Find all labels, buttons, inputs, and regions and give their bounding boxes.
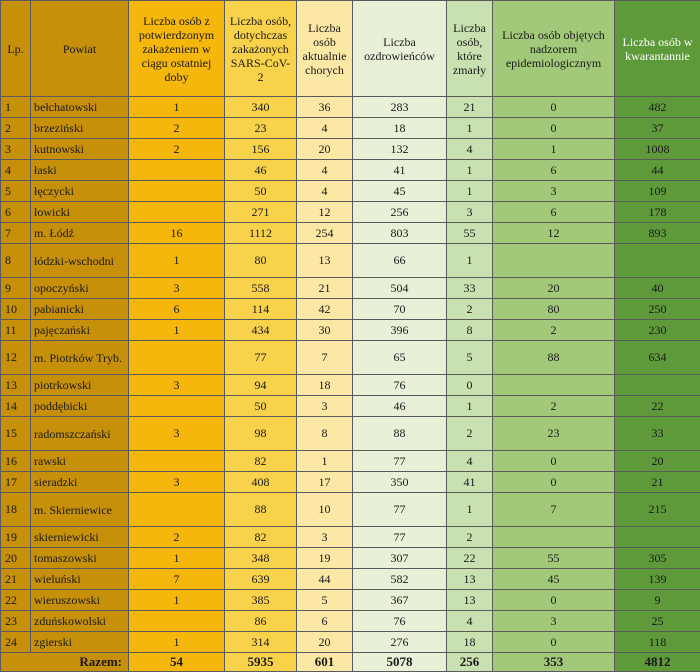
header-total-cases: Liczba osób, dotychczas zakażonych SARS-CoV-2 (225, 1, 297, 97)
cell-active: 5 (297, 590, 353, 611)
totals-deaths: 256 (447, 653, 493, 672)
cell-supervision: 0 (493, 118, 615, 139)
cell-new-cases: 1 (129, 632, 225, 653)
table-row (1, 299, 700, 320)
cell-deaths: 0 (447, 375, 493, 396)
cell-powiat: skierniewicki (31, 527, 129, 548)
cell-quarantine: 20 (615, 451, 700, 472)
cell-supervision: 0 (493, 451, 615, 472)
cell-recovered: 367 (353, 590, 447, 611)
table-row (1, 417, 700, 451)
cell-recovered: 582 (353, 569, 447, 590)
cell-deaths: 8 (447, 320, 493, 341)
cell-supervision: 0 (493, 97, 615, 118)
cell-powiat: poddębicki (31, 396, 129, 417)
cell-powiat: sieradzki (31, 472, 129, 493)
cell-deaths: 4 (447, 611, 493, 632)
cell-quarantine: 40 (615, 278, 700, 299)
cell-powiat: łódzki-wschodni (31, 244, 129, 278)
cell-lp: 4 (1, 160, 31, 181)
cell-deaths: 4 (447, 139, 493, 160)
header-deaths: Liczba osób, które zmarły (447, 1, 493, 97)
cell-recovered: 132 (353, 139, 447, 160)
table-row (1, 451, 700, 472)
cell-new-cases: 2 (129, 139, 225, 160)
cell-lp: 11 (1, 320, 31, 341)
cell-recovered: 396 (353, 320, 447, 341)
cell-quarantine (615, 244, 700, 278)
cell-recovered: 65 (353, 341, 447, 375)
cell-lp: 19 (1, 527, 31, 548)
cell-quarantine: 109 (615, 181, 700, 202)
totals-active: 601 (297, 653, 353, 672)
cell-supervision: 55 (493, 548, 615, 569)
cell-lp: 18 (1, 493, 31, 527)
header-quarantine: Liczba osób w kwarantannie (615, 1, 700, 97)
cell-deaths: 55 (447, 223, 493, 244)
header-active: Liczba osób aktualnie chorych (297, 1, 353, 97)
cell-quarantine: 215 (615, 493, 700, 527)
table-row (1, 118, 700, 139)
cell-new-cases: 1 (129, 244, 225, 278)
cell-lp: 12 (1, 341, 31, 375)
cell-active: 12 (297, 202, 353, 223)
cell-active: 3 (297, 527, 353, 548)
cell-deaths: 41 (447, 472, 493, 493)
header-new-cases: Liczba osób z potwierdzonym zakażeniem w ciągu ostatniej doby (129, 1, 225, 97)
cell-new-cases (129, 160, 225, 181)
cell-active: 6 (297, 611, 353, 632)
cell-quarantine: 44 (615, 160, 700, 181)
table-row (1, 396, 700, 417)
cell-recovered: 41 (353, 160, 447, 181)
cell-deaths: 33 (447, 278, 493, 299)
cell-new-cases (129, 341, 225, 375)
cell-active: 8 (297, 417, 353, 451)
table-row (1, 181, 700, 202)
cell-lp: 8 (1, 244, 31, 278)
cell-recovered: 276 (353, 632, 447, 653)
cell-deaths: 2 (447, 417, 493, 451)
cell-active: 10 (297, 493, 353, 527)
cell-lp: 17 (1, 472, 31, 493)
cell-active: 21 (297, 278, 353, 299)
header-supervision: Liczba osób objętych nadzorem epidemiologicznym (493, 1, 615, 97)
cell-active: 13 (297, 244, 353, 278)
table-row (1, 202, 700, 223)
cell-lp: 13 (1, 375, 31, 396)
cell-recovered: 350 (353, 472, 447, 493)
cell-total-cases: 23 (225, 118, 297, 139)
cell-supervision: 3 (493, 611, 615, 632)
table-row (1, 160, 700, 181)
header-recovered: Liczba ozdrowieńców (353, 1, 447, 97)
cell-new-cases (129, 181, 225, 202)
table-body (1, 97, 700, 653)
cell-supervision (493, 375, 615, 396)
cell-recovered: 45 (353, 181, 447, 202)
cell-recovered: 77 (353, 527, 447, 548)
cell-lp: 22 (1, 590, 31, 611)
table-footer (1, 653, 700, 672)
totals-label: Razem: (1, 653, 129, 672)
cell-deaths: 1 (447, 160, 493, 181)
cell-recovered: 76 (353, 611, 447, 632)
cell-deaths: 13 (447, 569, 493, 590)
header-lp: Lp. (1, 1, 31, 97)
cell-lp: 1 (1, 97, 31, 118)
cell-quarantine: 178 (615, 202, 700, 223)
table-row (1, 223, 700, 244)
cell-lp: 15 (1, 417, 31, 451)
cell-powiat: piotrkowski (31, 375, 129, 396)
cell-recovered: 256 (353, 202, 447, 223)
cell-supervision: 6 (493, 202, 615, 223)
cell-active: 36 (297, 97, 353, 118)
cell-lp: 7 (1, 223, 31, 244)
cell-lp: 5 (1, 181, 31, 202)
cell-new-cases (129, 396, 225, 417)
table-row (1, 97, 700, 118)
cell-quarantine: 230 (615, 320, 700, 341)
cell-quarantine: 118 (615, 632, 700, 653)
cell-powiat: brzeziński (31, 118, 129, 139)
totals-row (1, 653, 700, 672)
table-row (1, 493, 700, 527)
cell-total-cases: 46 (225, 160, 297, 181)
cell-recovered: 77 (353, 451, 447, 472)
cell-supervision: 80 (493, 299, 615, 320)
cell-quarantine: 305 (615, 548, 700, 569)
cell-supervision: 12 (493, 223, 615, 244)
cell-lp: 14 (1, 396, 31, 417)
cell-deaths: 1 (447, 181, 493, 202)
cell-powiat: kutnowski (31, 139, 129, 160)
cell-powiat: łaski (31, 160, 129, 181)
cell-recovered: 70 (353, 299, 447, 320)
cell-new-cases: 16 (129, 223, 225, 244)
cell-supervision: 45 (493, 569, 615, 590)
cell-deaths: 13 (447, 590, 493, 611)
cell-powiat: opoczyński (31, 278, 129, 299)
cell-quarantine: 21 (615, 472, 700, 493)
cell-supervision: 0 (493, 632, 615, 653)
cell-deaths: 4 (447, 451, 493, 472)
cell-deaths: 21 (447, 97, 493, 118)
cell-supervision: 0 (493, 472, 615, 493)
cell-supervision (493, 244, 615, 278)
cell-supervision: 1 (493, 139, 615, 160)
cell-total-cases: 77 (225, 341, 297, 375)
cell-supervision: 2 (493, 320, 615, 341)
cell-recovered: 307 (353, 548, 447, 569)
cell-powiat: zduńskowolski (31, 611, 129, 632)
cell-active: 20 (297, 632, 353, 653)
cell-supervision: 88 (493, 341, 615, 375)
cell-total-cases: 114 (225, 299, 297, 320)
cell-supervision (493, 527, 615, 548)
cell-new-cases: 2 (129, 118, 225, 139)
cell-total-cases: 88 (225, 493, 297, 527)
cell-lp: 6 (1, 202, 31, 223)
cell-quarantine: 22 (615, 396, 700, 417)
cell-active: 30 (297, 320, 353, 341)
cell-active: 20 (297, 139, 353, 160)
cell-new-cases: 3 (129, 417, 225, 451)
cell-deaths: 1 (447, 396, 493, 417)
cell-powiat: tomaszowski (31, 548, 129, 569)
cell-total-cases: 86 (225, 611, 297, 632)
totals-supervision: 353 (493, 653, 615, 672)
totals-total: 5935 (225, 653, 297, 672)
cell-supervision: 20 (493, 278, 615, 299)
table-row (1, 590, 700, 611)
cell-quarantine: 9 (615, 590, 700, 611)
table-row (1, 375, 700, 396)
cell-quarantine: 33 (615, 417, 700, 451)
cell-deaths: 5 (447, 341, 493, 375)
table-row (1, 611, 700, 632)
cell-recovered: 18 (353, 118, 447, 139)
cell-powiat: radomszczański (31, 417, 129, 451)
totals-recovered: 5078 (353, 653, 447, 672)
cell-new-cases: 1 (129, 320, 225, 341)
cell-quarantine: 250 (615, 299, 700, 320)
cell-supervision: 7 (493, 493, 615, 527)
cell-total-cases: 82 (225, 451, 297, 472)
cell-total-cases: 50 (225, 181, 297, 202)
cell-quarantine (615, 527, 700, 548)
cell-total-cases: 558 (225, 278, 297, 299)
cell-powiat: rawski (31, 451, 129, 472)
cell-lp: 3 (1, 139, 31, 160)
cell-active: 254 (297, 223, 353, 244)
cell-quarantine: 482 (615, 97, 700, 118)
cell-quarantine: 893 (615, 223, 700, 244)
cell-supervision: 3 (493, 181, 615, 202)
cell-deaths: 2 (447, 527, 493, 548)
table-row (1, 527, 700, 548)
cell-new-cases (129, 202, 225, 223)
table-row (1, 472, 700, 493)
cell-new-cases (129, 451, 225, 472)
table-row (1, 244, 700, 278)
cell-recovered: 77 (353, 493, 447, 527)
cell-new-cases: 3 (129, 472, 225, 493)
cell-supervision: 2 (493, 396, 615, 417)
cell-recovered: 283 (353, 97, 447, 118)
cell-total-cases: 80 (225, 244, 297, 278)
cell-new-cases: 7 (129, 569, 225, 590)
cell-total-cases: 82 (225, 527, 297, 548)
table-header (1, 1, 700, 97)
cell-quarantine: 139 (615, 569, 700, 590)
table-row (1, 320, 700, 341)
cell-active: 42 (297, 299, 353, 320)
cell-total-cases: 314 (225, 632, 297, 653)
cell-total-cases: 98 (225, 417, 297, 451)
cell-supervision: 0 (493, 590, 615, 611)
cell-quarantine: 25 (615, 611, 700, 632)
cell-deaths: 18 (447, 632, 493, 653)
cell-total-cases: 408 (225, 472, 297, 493)
cell-new-cases: 3 (129, 375, 225, 396)
cell-lp: 24 (1, 632, 31, 653)
cell-new-cases (129, 493, 225, 527)
cell-active: 1 (297, 451, 353, 472)
cell-total-cases: 156 (225, 139, 297, 160)
table-row (1, 632, 700, 653)
cell-active: 4 (297, 181, 353, 202)
cell-powiat: łowicki (31, 202, 129, 223)
cell-active: 44 (297, 569, 353, 590)
totals-new: 54 (129, 653, 225, 672)
cell-quarantine: 634 (615, 341, 700, 375)
cell-supervision: 23 (493, 417, 615, 451)
cell-total-cases: 348 (225, 548, 297, 569)
table-row (1, 278, 700, 299)
cell-total-cases: 340 (225, 97, 297, 118)
cell-supervision: 6 (493, 160, 615, 181)
cell-total-cases: 94 (225, 375, 297, 396)
table-row (1, 569, 700, 590)
header-powiat: Powiat (31, 1, 129, 97)
cell-new-cases: 3 (129, 278, 225, 299)
cell-total-cases: 385 (225, 590, 297, 611)
cell-recovered: 803 (353, 223, 447, 244)
cell-lp: 21 (1, 569, 31, 590)
cell-lp: 2 (1, 118, 31, 139)
cell-total-cases: 434 (225, 320, 297, 341)
cell-lp: 9 (1, 278, 31, 299)
cell-total-cases: 50 (225, 396, 297, 417)
cell-powiat: pajęczański (31, 320, 129, 341)
cell-lp: 20 (1, 548, 31, 569)
cell-new-cases (129, 611, 225, 632)
cell-lp: 23 (1, 611, 31, 632)
cell-lp: 16 (1, 451, 31, 472)
cell-new-cases: 2 (129, 527, 225, 548)
table-row (1, 548, 700, 569)
cell-recovered: 504 (353, 278, 447, 299)
cell-active: 4 (297, 118, 353, 139)
cell-powiat: łęczycki (31, 181, 129, 202)
cell-deaths: 1 (447, 493, 493, 527)
cell-quarantine: 37 (615, 118, 700, 139)
cell-new-cases: 1 (129, 97, 225, 118)
table-row (1, 139, 700, 160)
cell-new-cases: 6 (129, 299, 225, 320)
cell-deaths: 1 (447, 118, 493, 139)
cell-deaths: 22 (447, 548, 493, 569)
cell-total-cases: 1112 (225, 223, 297, 244)
cell-active: 4 (297, 160, 353, 181)
cell-active: 7 (297, 341, 353, 375)
cell-powiat: wieluński (31, 569, 129, 590)
cell-new-cases: 1 (129, 548, 225, 569)
cell-powiat: m. Skierniewice (31, 493, 129, 527)
cell-powiat: zgierski (31, 632, 129, 653)
cell-active: 3 (297, 396, 353, 417)
cell-powiat: bełchatowski (31, 97, 129, 118)
cell-recovered: 66 (353, 244, 447, 278)
cell-total-cases: 271 (225, 202, 297, 223)
cell-deaths: 1 (447, 244, 493, 278)
cell-lp: 10 (1, 299, 31, 320)
cell-active: 17 (297, 472, 353, 493)
cell-deaths: 3 (447, 202, 493, 223)
cell-powiat: pabianicki (31, 299, 129, 320)
cell-quarantine (615, 375, 700, 396)
cell-deaths: 2 (447, 299, 493, 320)
cell-active: 19 (297, 548, 353, 569)
cell-powiat: wieruszowski (31, 590, 129, 611)
totals-quarantine: 4812 (615, 653, 700, 672)
cell-new-cases: 1 (129, 590, 225, 611)
cell-recovered: 76 (353, 375, 447, 396)
cell-total-cases: 639 (225, 569, 297, 590)
table-row (1, 341, 700, 375)
cell-powiat: m. Piotrków Tryb. (31, 341, 129, 375)
cell-active: 18 (297, 375, 353, 396)
cell-quarantine: 1008 (615, 139, 700, 160)
cell-recovered: 88 (353, 417, 447, 451)
cell-powiat: m. Łódź (31, 223, 129, 244)
cell-recovered: 46 (353, 396, 447, 417)
